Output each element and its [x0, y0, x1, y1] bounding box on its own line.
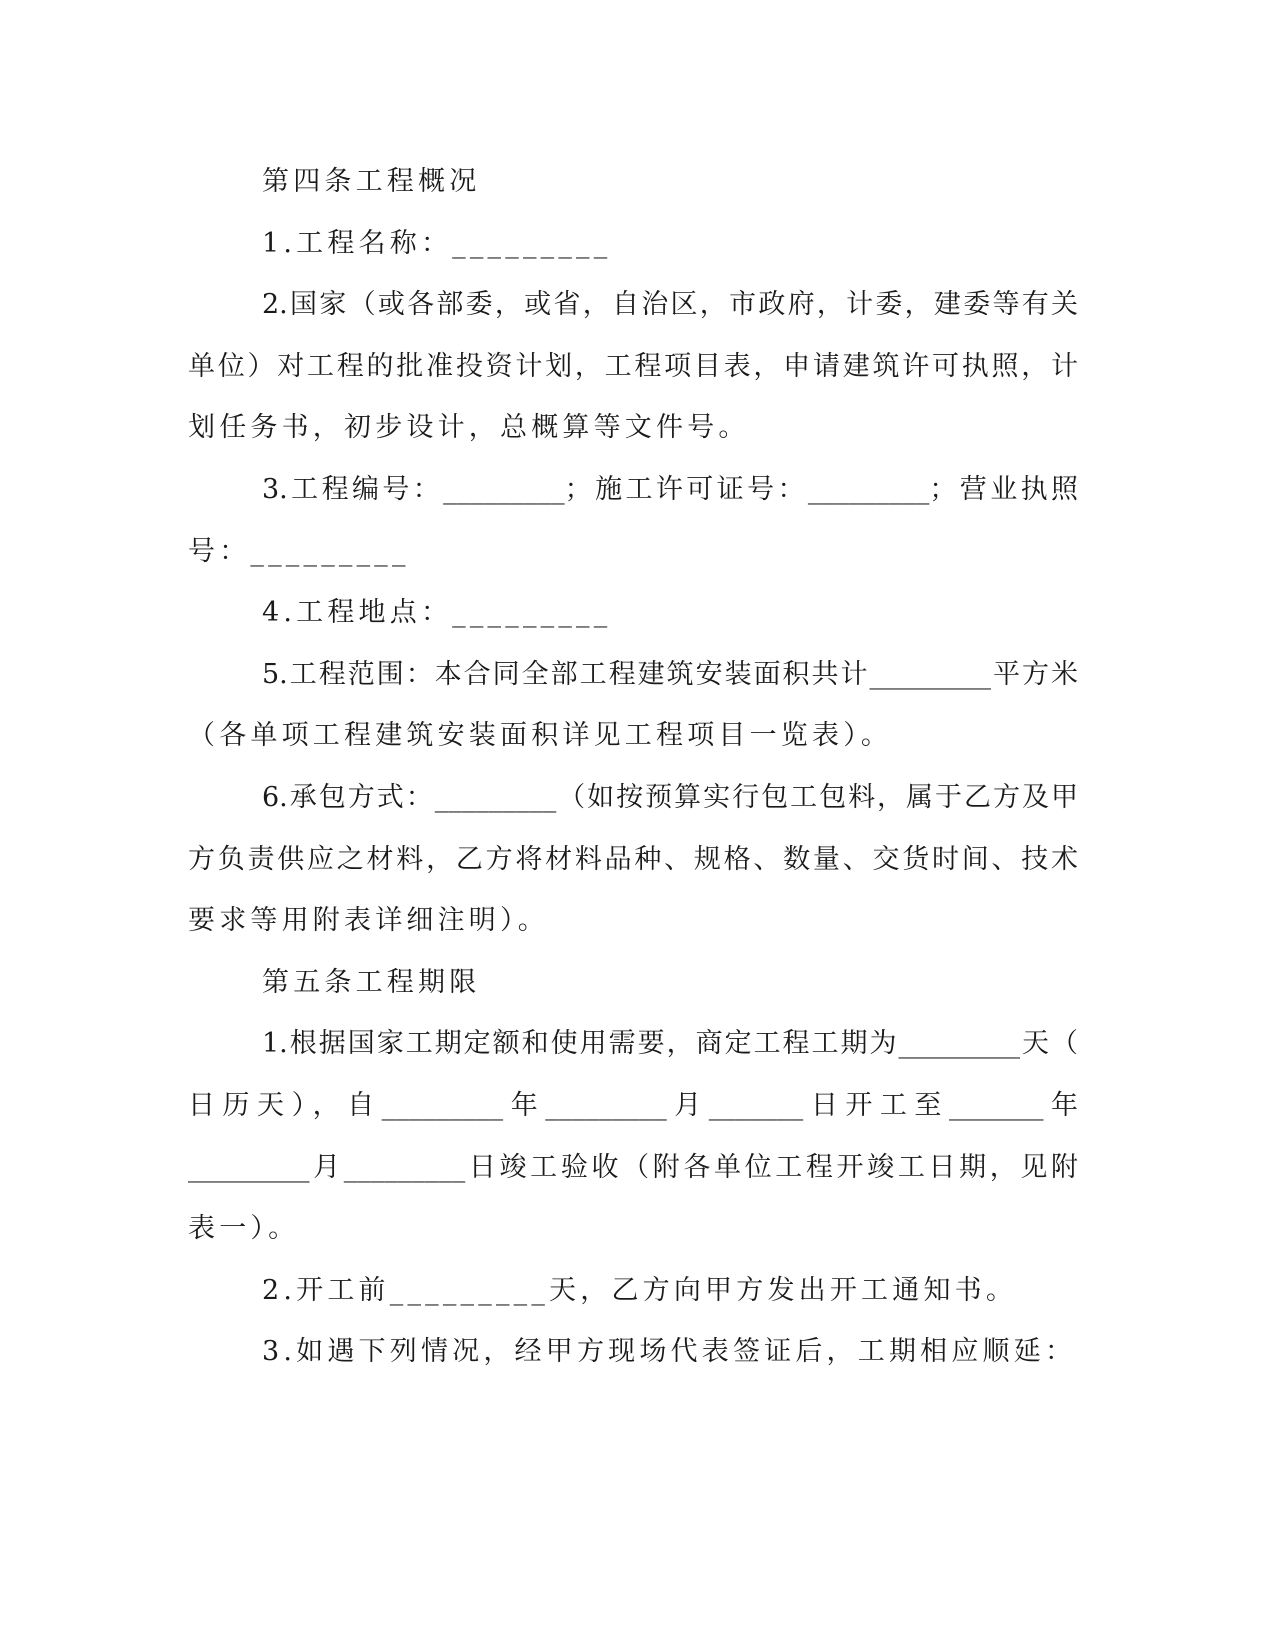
document-body — [188, 162, 1078, 1394]
project-number-line-1: 3.工程编号：_________；施工许可证号：_________；营业执照 — [262, 473, 1078, 505]
contract-method-line-1: 6.承包方式：_________（如按预算实行包工包料，属于乙方及甲 — [262, 781, 1078, 813]
schedule-line-1: 1.根据国家工期定额和使用需要，商定工程工期为_________天（ — [262, 1028, 1078, 1060]
project-scope-line-1: 5.工程范围：本合同全部工程建筑安装面积共计_________平方米 — [262, 658, 1078, 690]
approval-documents-line-2: 单位）对工程的批准投资计划，工程项目表，申请建筑许可执照，计 — [188, 350, 1078, 382]
project-location-line: 4.工程地点：_________ — [262, 597, 612, 629]
project-name-line: 1.工程名称：_________ — [262, 227, 612, 259]
extension-conditions-line: 3.如遇下列情况，经甲方现场代表签证后，工期相应顺延： — [262, 1336, 1077, 1368]
contract-method-line-2: 方负责供应之材料，乙方将材料品种、规格、数量、交货时间、技术 — [188, 843, 1078, 875]
contract-method-line-3: 要求等用附表详细注明）。 — [188, 905, 549, 937]
schedule-line-4: 表一）。 — [188, 1213, 300, 1245]
approval-documents-line-3: 划任务书，初步设计，总概算等文件号。 — [188, 412, 750, 444]
article-5-heading: 第五条工程期限 — [262, 966, 481, 998]
article-4-heading: 第四条工程概况 — [262, 166, 481, 197]
approval-documents-line-1: 2.国家（或各部委，或省，自治区，市政府，计委，建委等有关 — [262, 289, 1078, 321]
schedule-line-3: _________月_________日竣工验收（附各单位工程开竣工日期，见附 — [188, 1151, 1078, 1183]
start-notice-line: 2.开工前_________天，乙方向甲方发出开工通知书。 — [262, 1274, 1018, 1306]
project-number-line-2: 号：_________ — [188, 535, 410, 567]
project-scope-line-2: （各单项工程建筑安装面积详见工程项目一览表）。 — [188, 720, 893, 752]
schedule-line-2: 日历天），自_________年_________月_______日开工至_______年 — [188, 1089, 1078, 1121]
